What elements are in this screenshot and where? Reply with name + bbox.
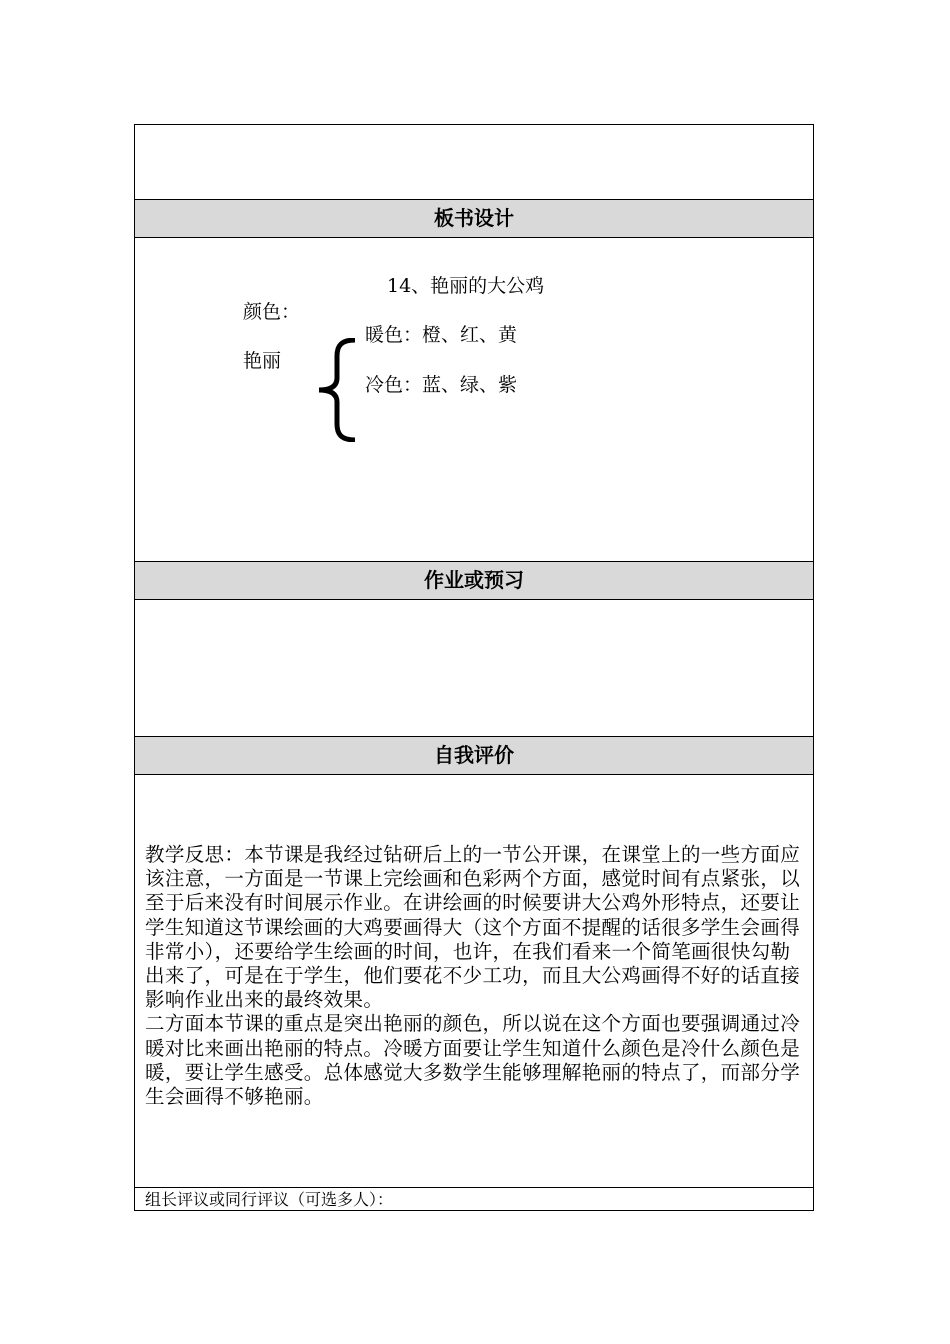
lesson-plan-table bbox=[134, 124, 814, 1211]
peer-review-label: 组长评议或同行评议（可选多人）： bbox=[135, 1187, 813, 1212]
vivid-label: 艳丽 bbox=[243, 350, 282, 372]
colors-label: 颜色： bbox=[243, 301, 301, 323]
curly-brace-icon bbox=[315, 338, 359, 442]
homework-cell bbox=[135, 600, 813, 736]
reflection-paragraph-2: 二方面本节课的重点是突出艳丽的颜色，所以说在这个方面也要强调通过冷暖对比来画出艳丽的特点。冷暖方面要让学生知道什么颜色是冷什么颜色是暖，要让学生感受。总体感觉大多数学生能够理解艳丽的特点了，而部分学生会画得不够艳丽。 bbox=[145, 1012, 801, 1109]
warm-colors-line: 暖色：橙、红、黄 bbox=[365, 324, 518, 346]
teaching-reflection bbox=[145, 843, 810, 1109]
reflection-paragraph-1: 教学反思：本节课是我经过钻研后上的一节公开课，在课堂上的一些方面应该注意，一方面是一节课上完绘画和色彩两个方面，感觉时间有点紧张，以至于后来没有时间展示作业。在讲绘画的时候要讲大公鸡外形特点，还要让学生知道这节课绘画的大鸡要画得大（这个方面不提醒的话很多学生会画得非常小），还要给学生绘画的时间，也许，在我们看来一个简笔画很快勾勒出来了，可是在于学生，他们要花不少工功，而且大公鸡画得不好的话直接影响作业出来的最终效果。 bbox=[145, 843, 801, 1012]
lesson-title: 14、艳丽的大公鸡 bbox=[387, 275, 545, 297]
top-blank-cell bbox=[135, 125, 813, 199]
board-design-header: 板书设计 bbox=[135, 199, 813, 238]
homework-header: 作业或预习 bbox=[135, 561, 813, 600]
cool-colors-line: 冷色：蓝、绿、紫 bbox=[365, 374, 518, 396]
board-design-cell bbox=[135, 238, 813, 561]
self-evaluation-header: 自我评价 bbox=[135, 736, 813, 775]
